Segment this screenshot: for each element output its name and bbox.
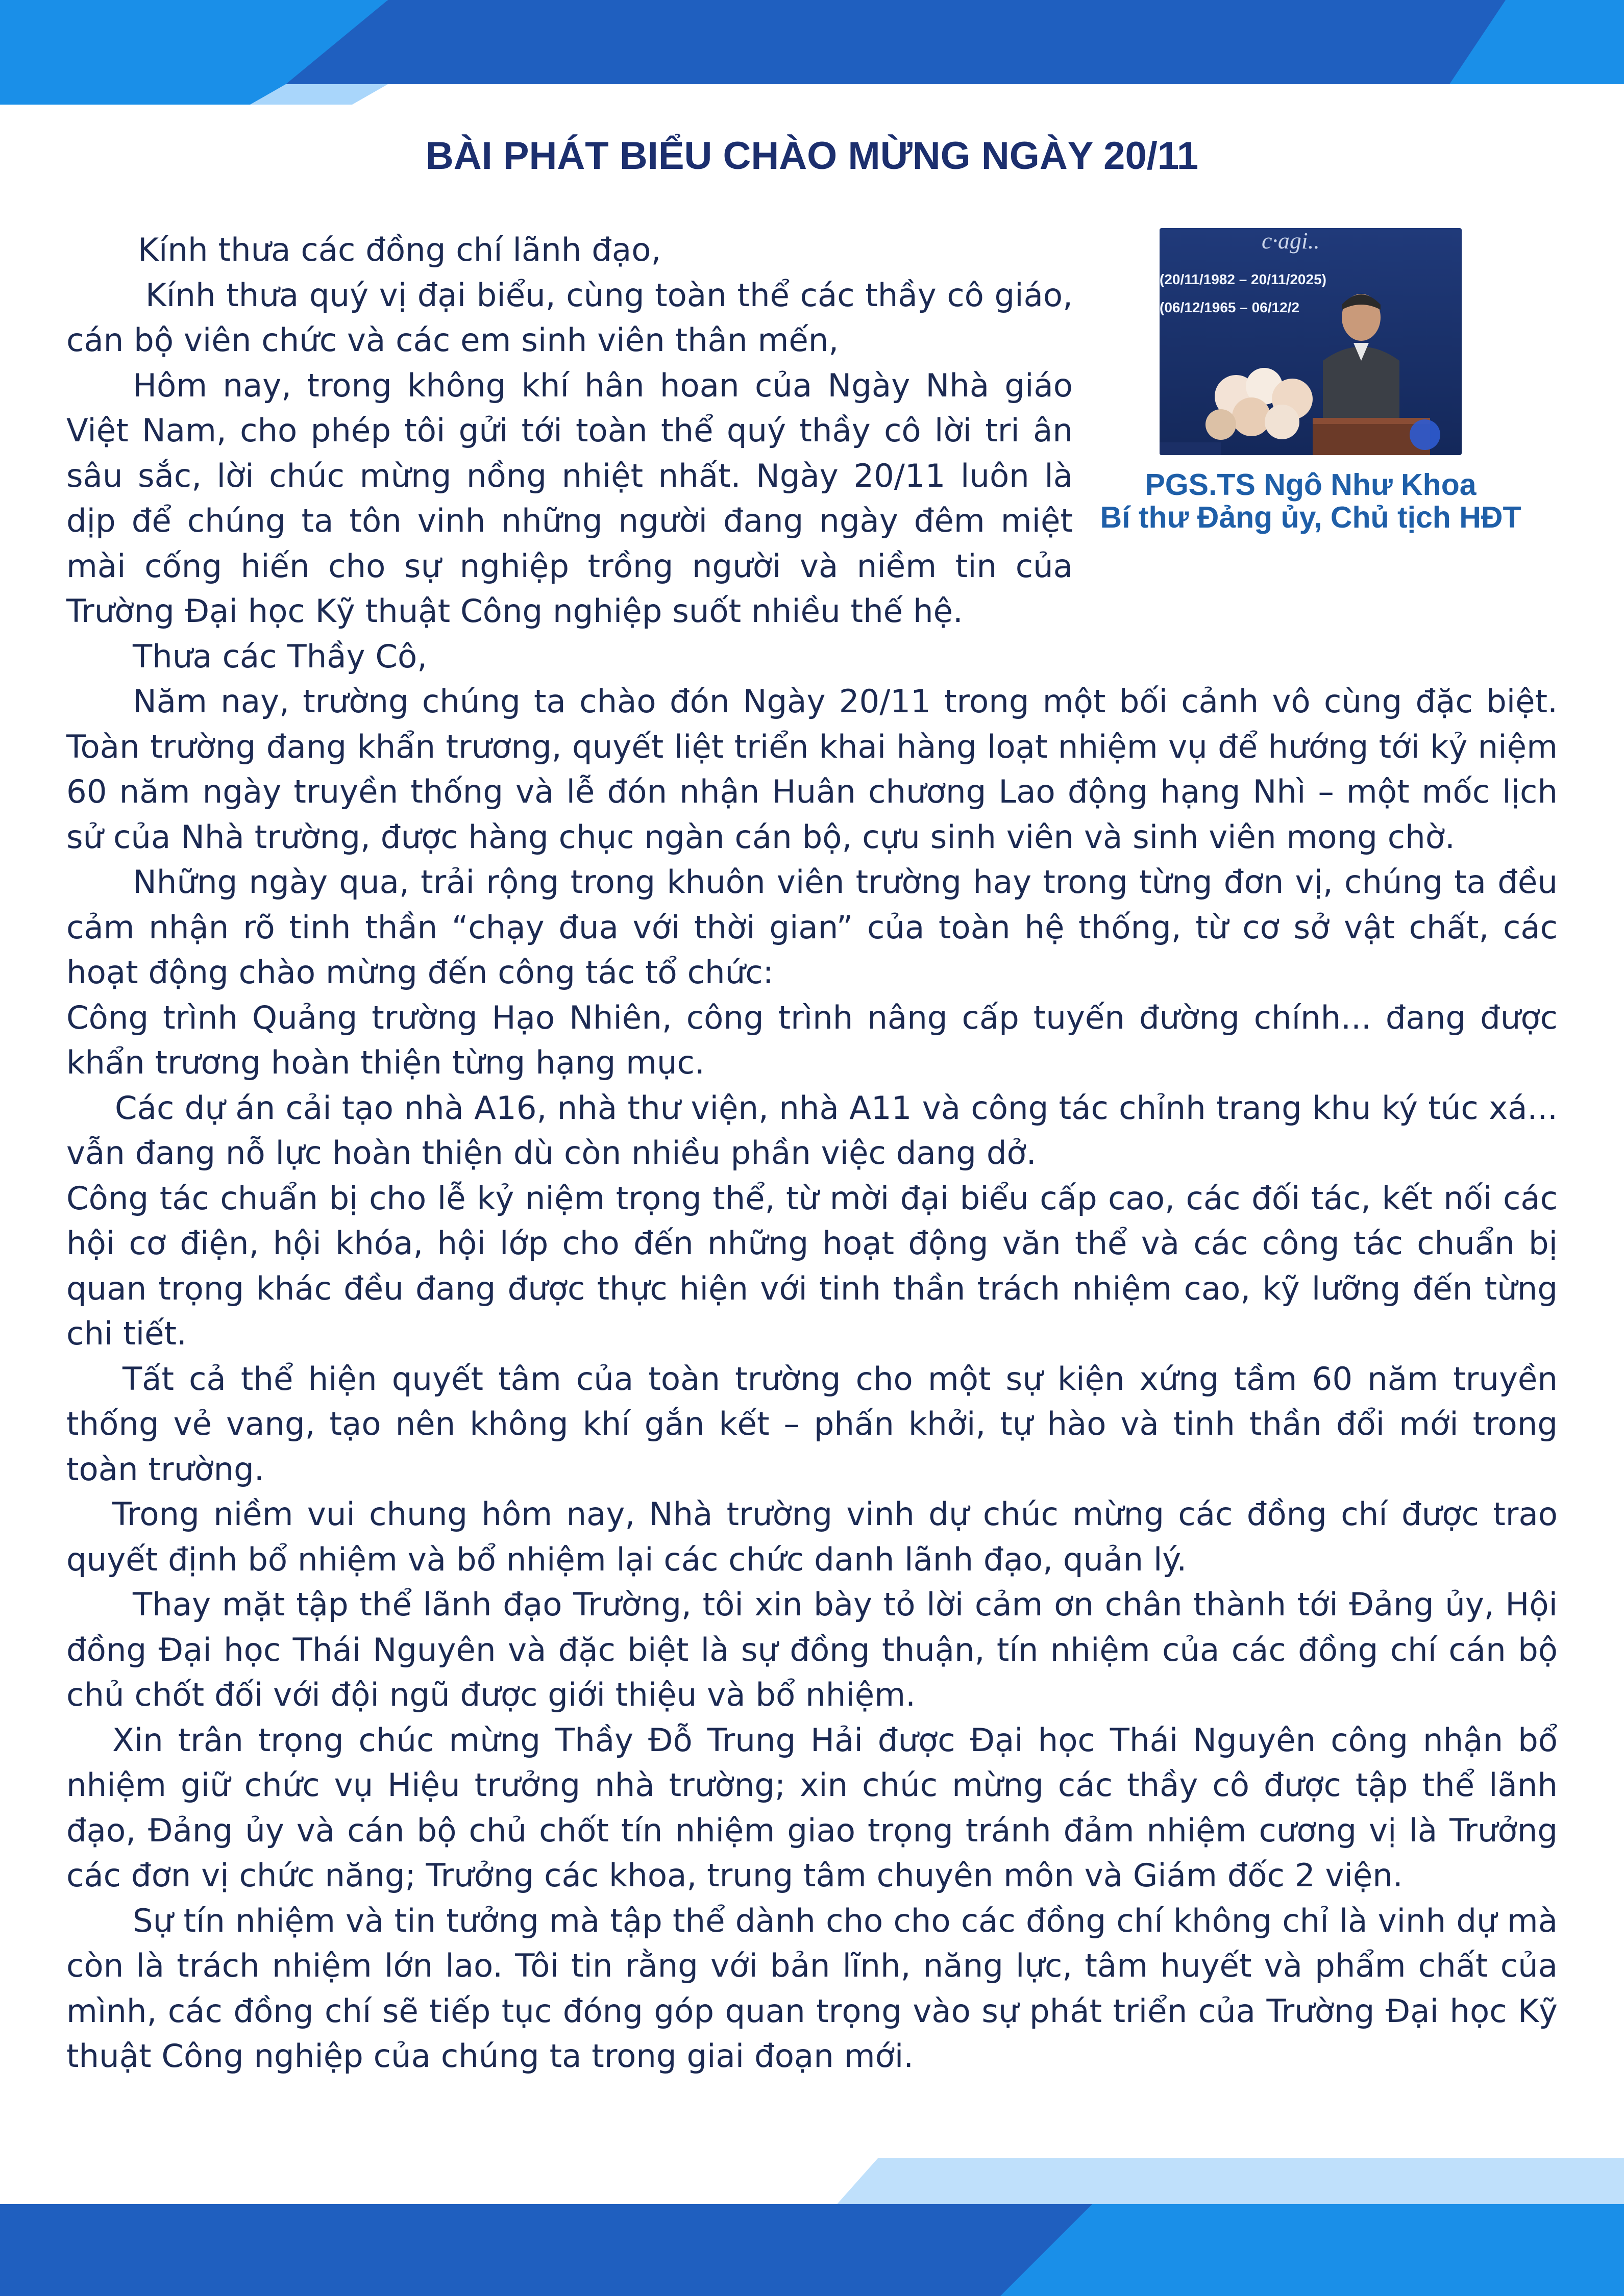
- top-decorative-band: [0, 0, 1624, 105]
- svg-text:c·agi..: c·agi..: [1262, 228, 1320, 254]
- paragraph-appointments: Trong niềm vui chung hôm nay, Nhà trường vinh dự chúc mừng các đồng chí được trao quyết định bổ nhiệm và bổ nhiệm lại các chức danh lãnh đạo, quản lý.: [66, 1495, 1558, 1578]
- salutation-teachers: Thưa các Thầy Cô,: [133, 637, 428, 675]
- photo-wrap-spacer: [1073, 228, 1558, 544]
- paragraph-determination: Tất cả thể hiện quyết tâm của toàn trường cho một sự kiện xứng tầm 60 năm truyền thống vẻ vang, tạo nên không khí gắn kết – phấn khởi, tự hào và tinh thần đổi mới trong toàn trường.: [66, 1360, 1558, 1488]
- paragraph-race-against-time: Những ngày qua, trải rộng trong khuôn viên trường hay trong từng đơn vị, chúng ta đều cảm nhận rõ tinh thần “chạy đua với thời gian” của toàn hệ thống, từ cơ sở vật chất, các hoạt động chào mừng đến công tác tổ chức:: [66, 863, 1558, 991]
- page-title: BÀI PHÁT BIỂU CHÀO MỪNG NGÀY 20/11: [425, 134, 1199, 178]
- bottom-decorative-band: [0, 2158, 1624, 2296]
- paragraph-special-context: Năm nay, trường chúng ta chào đón Ngày 20/11 trong một bối cảnh vô cùng đặc biệt. Toàn trường đang khẩn trương, quyết liệt triển khai hàng loạt nhiệm vụ để hướng tới kỷ niệm 60 năm ngày truyền thống và lễ đón nhận Huân chương Lao động hạng Nhì – một mốc lịch sử của Nhà trường, được hàng chục ngàn cán bộ, cựu sinh viên và sinh viên mong chờ.: [66, 683, 1558, 856]
- paragraph-congratulations: Xin trân trọng chúc mừng Thầy Đỗ Trung Hải được Đại học Thái Nguyên công nhận bổ nhiệm giữ chức vụ Hiệu trưởng nhà trường; xin chúc mừng các thầy cô được tập thể lãnh đạo, Đảng ủy và cán bộ chủ chốt tín nhiệm giao trọng tránh đảm nhiệm cương vị là Trưởng các đơn vị chức năng; Trưởng các khoa, trung tâm chuyên môn và Giám đốc 2 viện.: [66, 1721, 1558, 1894]
- paragraph-ceremony-prep: Công tác chuẩn bị cho lễ kỷ niệm trọng thể, từ mời đại biểu cấp cao, các đối tác, kết nối các hội cơ điện, hội khóa, hội lớp cho đến những hoạt động văn thể và các công tác chuẩn bị quan trọng khác đều đang được thực hiện với tinh thần trách nhiệm cao, kỹ lưỡng đến từng chi tiết.: [66, 1179, 1558, 1352]
- salutation-leaders: Kính thưa các đồng chí lãnh đạo,: [138, 231, 661, 268]
- banner-date-line-2: (06/12/1965 – 06/12/2: [1160, 300, 1300, 315]
- salutation-guests: Kính thưa quý vị đại biểu, cùng toàn thể các thầy cô giáo, cán bộ viên chức và các em sinh viên thân mến,: [66, 276, 1073, 359]
- paragraph-construction: Công trình Quảng trường Hạo Nhiên, công trình nâng cấp tuyến đường chính... đang được khẩn trương hoàn thiện từng hạng mục.: [66, 999, 1558, 1081]
- paragraph-trust: Sự tín nhiệm và tin tưởng mà tập thể dành cho cho các đồng chí không chỉ là vinh dự mà còn là trách nhiệm lớn lao. Tôi tin rằng với bản lĩnh, năng lực, tâm huyết và phẩm chất của mình, các đồng chí sẽ tiếp tục đóng góp quan trọng vào sự phát triển của Trường Đại học Kỹ thuật Công nghiệp của chúng ta trong giai đoạn mới.: [66, 1902, 1558, 2075]
- caption-name: PGS.TS Ngô Như Khoa: [1145, 468, 1477, 502]
- paragraph-renovation: Các dự án cải tạo nhà A16, nhà thư viện, nhà A11 và công tác chỉnh trang khu ký túc xá... vẫn đang nỗ lực hoàn thiện dù còn nhiều phần việc dang dở.: [66, 1089, 1558, 1171]
- caption-role: Bí thư Đảng ủy, Chủ tịch HĐT: [1100, 501, 1521, 534]
- paragraph-gratitude: Thay mặt tập thể lãnh đạo Trường, tôi xin bày tỏ lời cảm ơn chân thành tới Đảng ủy, Hội đồng Đại học Thái Nguyên và đặc biệt là sự đồng thuận, tín nhiệm của các đồng chí cán bộ chủ chốt đối với đội ngũ được giới thiệu và bổ nhiệm.: [66, 1586, 1558, 1713]
- paragraph-opening: Hôm nay, trong không khí hân hoan của Ngày Nhà giáo Việt Nam, cho phép tôi gửi tới toàn thể quý thầy cô lời tri ân sâu sắc, lời chúc mừng nồng nhiệt nhất. Ngày 20/11 luôn là dịp để chúng ta tôn vinh những người đang ngày đêm miệt mài cống hiến cho sự nghiệp trồng người và niềm tin của Trường Đại học Kỹ thuật Công nghiệp suốt nhiều thế hệ.: [66, 366, 1073, 630]
- speech-body: [66, 228, 1558, 2079]
- banner-date-line-1: (20/11/1982 – 20/11/2025): [1160, 271, 1326, 287]
